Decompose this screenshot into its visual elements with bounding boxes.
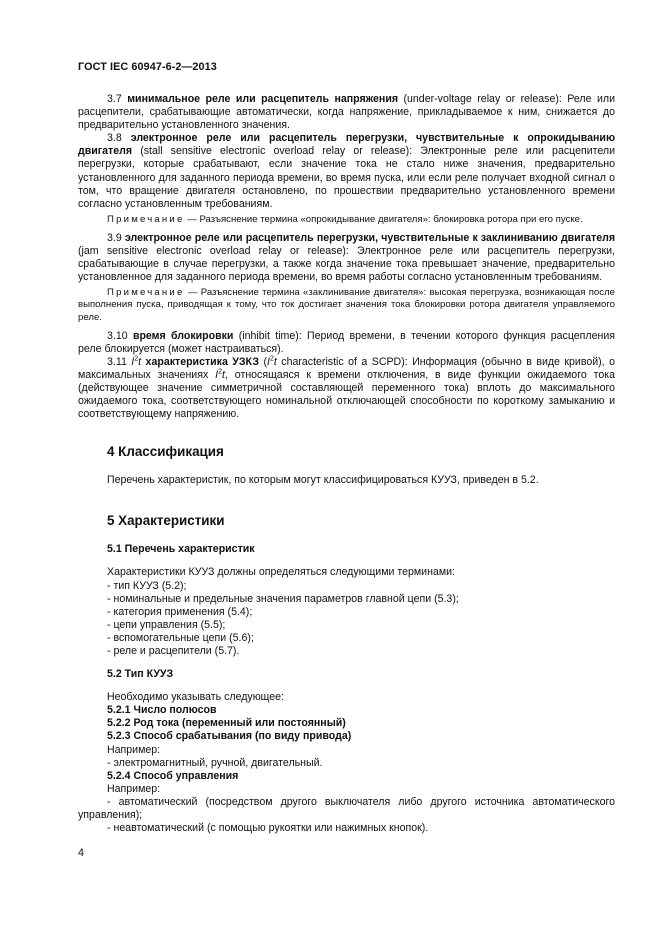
subsection-5-1-title: 5.1 Перечень характеристик: [107, 543, 255, 556]
subsection-5-1-intro: Характеристики КУУЗ должны определяться следующими терминами:: [107, 566, 455, 579]
example-label: Например:: [107, 782, 161, 795]
term-3-9: 3.9 электронное реле или расцепитель перегрузки, чувствительные к заклиниванию двигателя (jam sensitive electronic overload relay or release): Электронное реле или расцепитель перегрузки, срабатывающие в случае перегрузки, а также когда значение тока превышает значение, предварительно установленное для заданного периода времени, во время работы согласно установленным требованиям.: [78, 231, 615, 284]
clause-5-2-3: 5.2.3 Способ срабатывания (по виду привода): [107, 730, 352, 743]
term-title: электронное реле или расцепитель перегрузки, чувствительные к заклиниванию двигателя: [124, 231, 615, 244]
page-content: [78, 93, 615, 835]
term-title: минимальное реле или расцепитель напряжения: [127, 93, 399, 105]
page-number: 4: [78, 847, 85, 859]
section-4-text: Перечень характеристик, по которым могут классифицироваться КУУЗ, приведен в 5.2.: [107, 474, 539, 487]
term-title: время блокировки: [132, 329, 234, 342]
list-item: - реле и расцепители (5.7).: [107, 645, 240, 657]
list-item: - цепи управления (5.5);: [107, 618, 226, 631]
term-3-10: 3.10 время блокировки (inhibit time): Период времени, в течении которого функция расцепления реле блокируется (может настраиваться).: [78, 329, 615, 355]
term-3-11: 3.11 $I^2t$ характеристика УЗКЗ ($I^2t$ characteristic of a SCPD): Информация (обычно в виде кривой), о максимальных значениях $I^2t$, относящаяся к времени отключения, в виде функции ожидаемого тока (действующее значение симметричной составляющей переменного тока) вплоть до максимального ожидаемого тока, соответствующего номинальной отключающей способности по короткому замыканию и соответствующему напряжению.: [78, 355, 615, 421]
list-item: - тип КУУЗ (5.2);: [107, 579, 187, 592]
document-header: ГОСТ IEC 60947-6-2—2013: [78, 61, 217, 73]
section-4-title: 4 Классификация: [107, 444, 224, 460]
example-label: Например:: [107, 743, 161, 756]
term-3-8: 3.8 электронное реле или расцепитель перегрузки, чувствительные к опрокидыванию двигателя (stall sensitive electronic overload relay or release): Электронные реле или расцепители перегрузки, которые срабатывают, если значение тока не стало ниже значения, предварительно установленного для заданного периода времени, во время пуска, или если реле получает входной сигнал о том, что вращение двигателя остановлено, по прошествии предварительно установленного времени согласно установленным требованиям.: [78, 132, 615, 210]
term-title: электронное реле или расцепитель перегрузки, чувствительные к опрокидыванию двигателя: [78, 132, 615, 158]
list-item: - автоматический (посредством другого выключателя либо другого источника автоматического управления);: [78, 795, 615, 822]
subsection-5-2-title: 5.2 Тип КУУЗ: [107, 668, 174, 681]
list-item: - электромагнитный, ручной, двигательный.: [107, 756, 323, 769]
clause-5-2-4: 5.2.4 Способ управления: [107, 769, 239, 782]
clause-5-2-2: 5.2.2 Род тока (переменный или постоянный): [107, 717, 346, 730]
list-item: - вспомогательные цепи (5.6);: [107, 631, 254, 644]
list-item: - категория применения (5.4);: [107, 605, 253, 618]
clause-5-2-1: 5.2.1 Число полюсов: [107, 704, 217, 717]
term-3-7: 3.7 минимальное реле или расцепитель напряжения (under-voltage relay or release): Реле или расцепители, срабатывающие автоматически, когда напряжение, прикладываемое к ним, снижается до предварительно установленного значения.: [78, 93, 615, 132]
list-item: - неавтоматический (с помощью рукоятки или нажимных кнопок).: [107, 822, 429, 835]
note-3-9: Примечание — Разъяснение термина «заклинивание двигателя»: высокая перегрузка, возникающая после выполнения пуска, приводящая к тому, что ток достигает значения тока блокировки ротора двигателя управляемого реле.: [78, 287, 615, 323]
section-5-title: 5 Характеристики: [107, 513, 225, 529]
list-item: - номинальные и предельные значения параметров главной цепи (5.3);: [107, 592, 459, 605]
note-3-8: Примечание — Разъяснение термина «опрокидывание двигателя»: блокировка ротора при его пуске.: [107, 213, 583, 225]
subsection-5-2-intro: Необходимо указывать следующее:: [107, 691, 284, 704]
